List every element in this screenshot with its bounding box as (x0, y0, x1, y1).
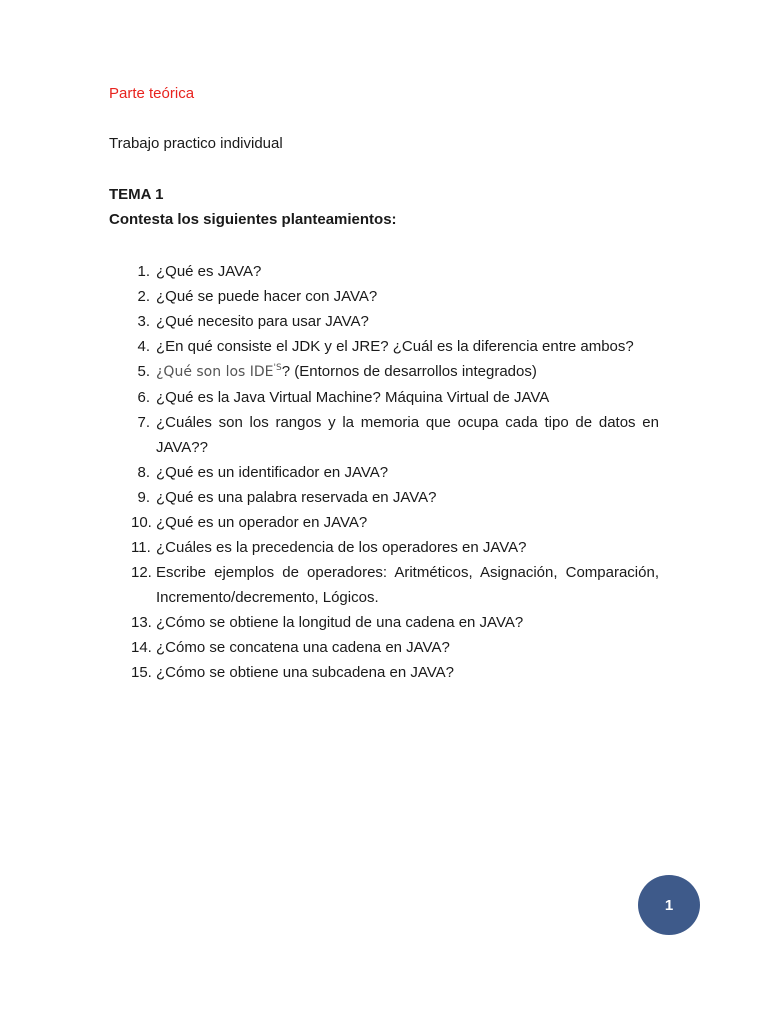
list-item-text-prefix: ¿Qué son los IDE (156, 364, 274, 380)
list-item-number: 8. (137, 464, 150, 481)
list-item (109, 635, 659, 660)
list-item-number: 2. (137, 288, 150, 305)
list-item-text: ¿Qué necesito para usar JAVA? (156, 313, 369, 330)
list-item (109, 259, 659, 284)
list-item-text-superscript: 'S (273, 363, 282, 373)
list-item-number: 7. (137, 414, 150, 431)
list-item-text: ¿Cuáles es la precedencia de los operadores en JAVA? (156, 539, 527, 556)
list-item-text-suffix: ? (Entornos de desarrollos integrados) (281, 363, 537, 380)
page-number: 1 (664, 896, 674, 914)
list-item (109, 535, 659, 560)
list-item (109, 385, 659, 410)
list-item-text: ¿Cómo se obtiene la longitud de una cadena en JAVA? (156, 614, 524, 631)
subtitle: Trabajo practico individual (109, 135, 283, 152)
topic-heading: TEMA 1 (109, 186, 164, 203)
list-item-number: 4. (137, 338, 150, 355)
list-item-text: ¿Qué es una palabra reservada en JAVA? (156, 489, 437, 506)
instruction-heading: Contesta los siguientes planteamientos: (109, 211, 397, 228)
list-item-number: 10. (131, 514, 152, 531)
list-item (109, 510, 659, 535)
list-item (109, 284, 659, 309)
list-item-number: 1. (137, 263, 150, 280)
list-item-text: ¿En qué consiste el JDK y el JRE? ¿Cuál es la diferencia entre ambos? (156, 338, 634, 355)
list-item-number: 13. (131, 614, 152, 631)
list-item-number: 3. (137, 313, 150, 330)
list-item-text: Escribe ejemplos de operadores: Aritméticos, Asignación, Comparación, Incremento/decremento, Lógicos. (156, 564, 659, 606)
list-item-text (156, 359, 659, 385)
section-label: Parte teórica (109, 85, 195, 102)
list-item-text: ¿Cómo se obtiene una subcadena en JAVA? (156, 664, 454, 681)
list-item-text: ¿Qué es un identificador en JAVA? (156, 464, 389, 481)
list-item-text: ¿Qué es JAVA? (156, 263, 262, 280)
list-item-number: 14. (131, 639, 152, 656)
list-item-number: 12. (131, 564, 152, 581)
list-item-number: 11. (131, 539, 151, 556)
list-item (109, 560, 659, 610)
list-item-text: ¿Qué es la Java Virtual Machine? Máquina Virtual de JAVA (156, 389, 550, 406)
list-item-text: ¿Cuáles son los rangos y la memoria que ocupa cada tipo de datos en JAVA?? (156, 414, 659, 456)
page-number-badge (638, 875, 700, 935)
list-item (109, 334, 659, 359)
list-item (109, 460, 659, 485)
list-item (109, 660, 659, 685)
list-item (109, 610, 659, 635)
list-item-text: ¿Qué se puede hacer con JAVA? (156, 288, 378, 305)
list-item (109, 309, 659, 334)
list-item-number: 5. (137, 363, 150, 380)
list-item-number: 6. (137, 389, 150, 406)
question-list (109, 259, 659, 685)
list-item-text: ¿Cómo se concatena una cadena en JAVA? (156, 639, 450, 656)
list-item (109, 410, 659, 460)
list-item-number: 9. (137, 489, 150, 506)
list-item (109, 485, 659, 510)
list-item (109, 359, 659, 385)
list-item-number: 15. (131, 664, 152, 681)
list-item-text: ¿Qué es un operador en JAVA? (156, 514, 368, 531)
